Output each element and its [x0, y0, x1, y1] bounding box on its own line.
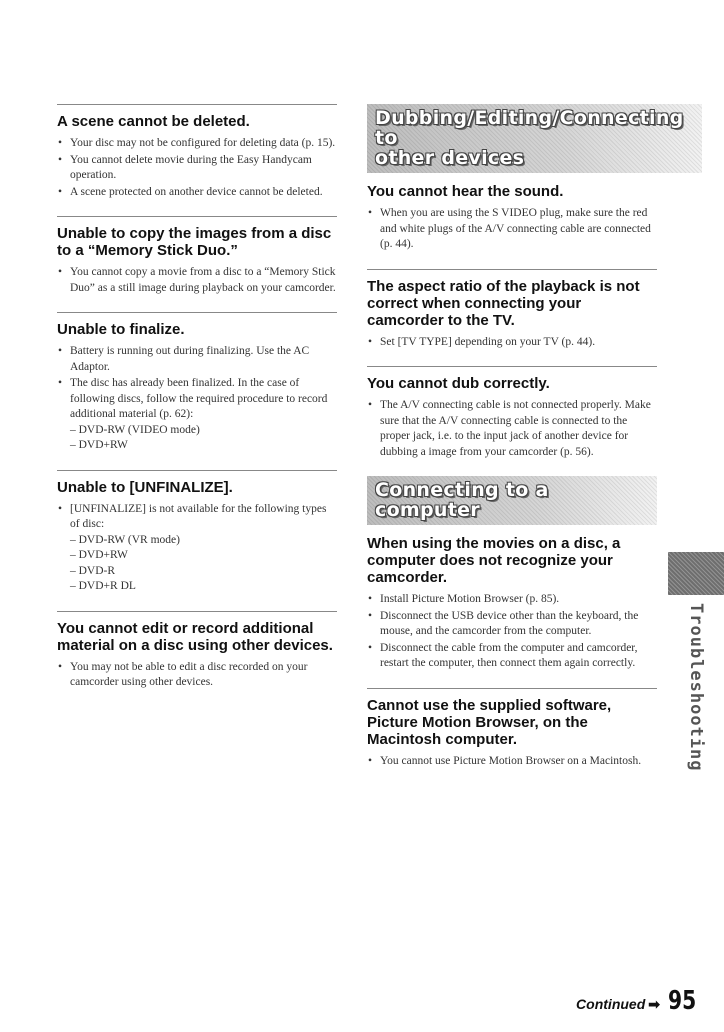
- section-cannot-use-software: [367, 688, 657, 770]
- section-heading: A scene cannot be deleted.: [57, 113, 250, 130]
- sub-item: – DVD+RW: [70, 549, 128, 561]
- page-footer: [576, 986, 697, 1016]
- section-computer-not-recognize: [367, 535, 657, 672]
- bullet-list: [57, 502, 337, 595]
- section-heading: The aspect ratio of the playback is not correct when connecting your camcorder to the TV.: [367, 277, 640, 329]
- sub-item: – DVD+R DL: [70, 580, 136, 592]
- section-heading: You cannot dub correctly.: [367, 375, 550, 392]
- section-cannot-dub: [367, 366, 657, 460]
- list-item: • Install Picture Motion Browser (p. 85).: [367, 592, 657, 608]
- list-item: • The A/V connecting cable is not connected properly. Make sure that the A/V connecting cable is connected to the proper jack, i.e. to the input jack of another device for dubbing a image from your camcorder (p. 56).: [367, 398, 657, 460]
- left-column: [57, 104, 337, 707]
- list-item: [57, 502, 337, 595]
- bullet-list: [57, 344, 337, 454]
- sub-item: – DVD-RW (VIDEO mode): [70, 423, 200, 436]
- banner-line: Dubbing/Editing/Connecting to: [375, 107, 684, 149]
- chapter-tab-marker: [668, 552, 724, 595]
- bullet-list: [57, 265, 337, 296]
- chapter-tab-label: Troubleshooting: [686, 603, 706, 772]
- bullet-list: [367, 206, 657, 253]
- list-item: • When you are using the S VIDEO plug, make sure the red and white plugs of the A/V connecting cable are connected (p. 44).: [367, 206, 657, 253]
- list-item: • Your disc may not be configured for deleting data (p. 15).: [57, 136, 337, 152]
- list-item: • You may not be able to edit a disc recorded on your camcorder using other devices.: [57, 660, 337, 691]
- bullet-list: [367, 335, 657, 351]
- section-scene-cannot-be-deleted: [57, 104, 337, 200]
- bullet-list: [57, 660, 337, 691]
- sub-item: – DVD-R: [70, 564, 116, 577]
- section-unable-to-copy: [57, 216, 337, 296]
- bullet-list: [57, 136, 337, 200]
- list-item: [57, 376, 337, 454]
- category-banner-dubbing: [367, 104, 702, 173]
- section-heading: You cannot hear the sound.: [367, 183, 564, 200]
- list-item: • You cannot use Picture Motion Browser on a Macintosh.: [367, 754, 657, 770]
- banner-line: other devices: [375, 147, 525, 169]
- section-cannot-hear-sound: [367, 183, 657, 253]
- section-aspect-ratio: [367, 269, 657, 351]
- arrow-right-icon: ➡: [648, 998, 660, 1013]
- chapter-tab: [668, 552, 724, 772]
- page-number: 95: [668, 986, 697, 1016]
- list-item: • Battery is running out during finalizing. Use the AC Adaptor.: [57, 344, 337, 375]
- section-heading: You cannot edit or record additional material on a disc using other devices.: [57, 619, 333, 654]
- category-banner-computer: [367, 476, 657, 525]
- section-heading: Unable to finalize.: [57, 321, 185, 338]
- list-item: • Disconnect the USB device other than the keyboard, the mouse, and the camcorder from the computer.: [367, 609, 657, 640]
- sub-item: – DVD+RW: [70, 439, 128, 451]
- bullet-list: [367, 592, 657, 672]
- section-cannot-edit-other-devices: [57, 611, 337, 691]
- section-heading: When using the movies on a disc, a computer does not recognize your camcorder.: [367, 535, 621, 586]
- section-heading: Cannot use the supplied software, Picture Motion Browser, on the Macintosh computer.: [367, 696, 612, 748]
- bullet-list: [367, 754, 657, 770]
- list-item: • A scene protected on another device cannot be deleted.: [57, 185, 337, 201]
- section-unable-to-finalize: [57, 312, 337, 454]
- list-item: • Set [TV TYPE] depending on your TV (p. 44).: [367, 335, 657, 351]
- list-item: • Disconnect the cable from the computer and camcorder, restart the computer, then connect them again correctly.: [367, 641, 657, 672]
- section-heading: Unable to copy the images from a disc to a “Memory Stick Duo.”: [57, 225, 332, 259]
- bullet-list: [367, 398, 657, 460]
- list-item-text: [UNFINALIZE] is not available for the following types of disc:: [70, 502, 327, 530]
- list-item: • You cannot copy a movie from a disc to a “Memory Stick Duo” as a still image during playback on your camcorder.: [57, 265, 337, 296]
- banner-line: Connecting to a computer: [375, 479, 549, 521]
- list-item-text: The disc has already been finalized. In the case of following discs, follow the required procedure to record additional material (p. 62):: [70, 377, 328, 420]
- section-unable-to-unfinalize: [57, 470, 337, 595]
- right-column: [367, 104, 684, 785]
- section-heading: Unable to [UNFINALIZE].: [57, 478, 233, 496]
- continued-label: Continued: [576, 996, 646, 1012]
- list-item: • You cannot delete movie during the Easy Handycam operation.: [57, 153, 337, 184]
- sub-item: – DVD-RW (VR mode): [70, 533, 180, 546]
